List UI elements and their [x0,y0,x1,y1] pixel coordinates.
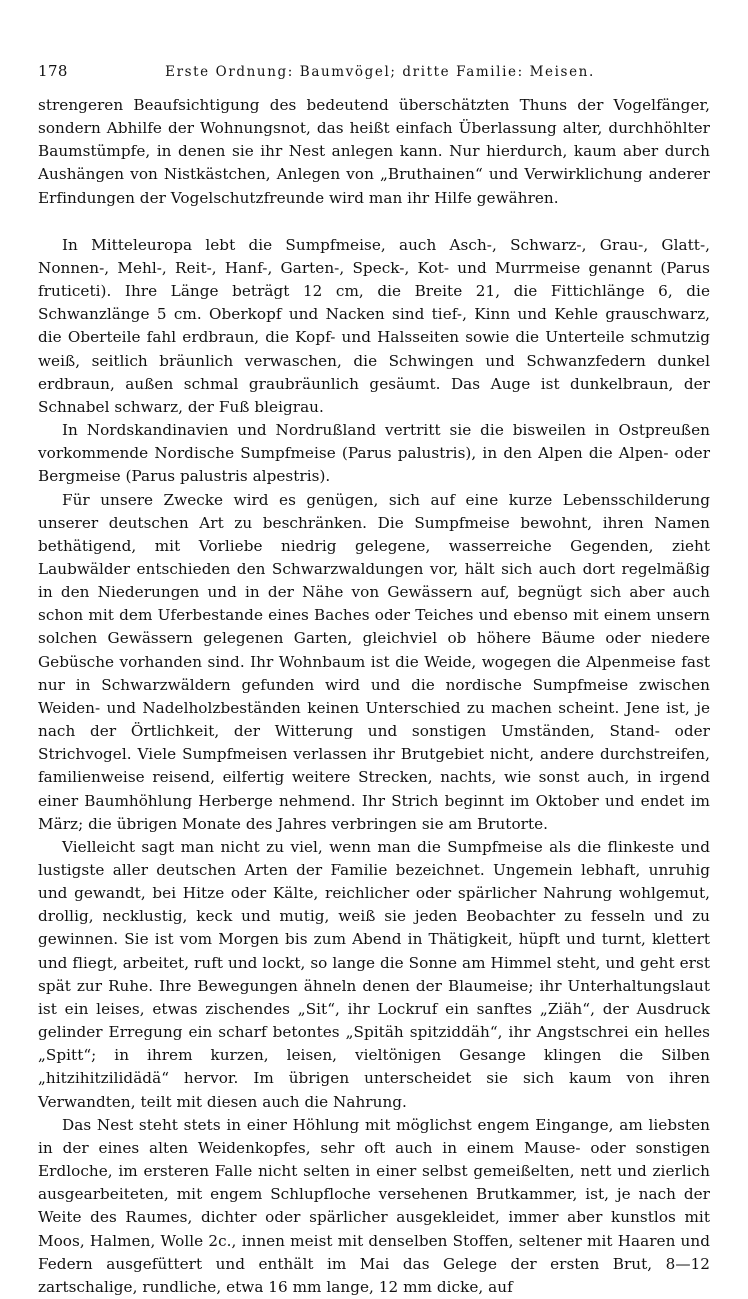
paragraph-sumpfmeise-description: In Mitteleuropa lebt die Sumpfmeise, auch Asch-, Schwarz-, Grau-, Glatt-, Nonnen-, Mehl-, Reit-, Hanf-, Garten-, Speck-, Kot- und Murrmeise genannt (Parus fruticeti). Ihre Länge beträgt 12 cm, die Breite 21, die Fittichlänge 6, die Schwanzlänge 5 cm. Oberkopf und Nacken sind tief-, Kinn und Kehle grauschwarz, die Oberteile fahl erdbraun, die Kopf- und Halsseiten sowie die Unterteile schmutzig weiß, seitlich bräunlich verwaschen, die Schwingen und Schwanzfedern dunkel erdbraun, außen schmal graubräunlich gesäumt. Das Auge ist dunkelbraun, der Schnabel schwarz, der Fuß bleigrau. [38,235,710,416]
paragraph-habitat: Für unsere Zwecke wird es genügen, sich auf eine kurze Lebensschilderung unserer deutschen Art zu beschränken. Die Sumpfmeise bewohnt, ihren Namen bethätigend, mit Vorliebe niedrig gelegene, wasserreiche Gegenden, zieht Laubwälder entschieden den Schwarzwaldungen vor, hält sich auch dort regelmäßig in den Niederungen und in der Nähe von Gewässern auf, begnügt sich aber auch schon mit dem Uferbestande eines Baches oder Teiches und ebenso mit einem unsern solchen Gewässern gelegenen Garten, gleichviel ob höhere Bäume oder niedere Gebüsche vorhanden sind. Ihr Wohnbaum ist die Weide, wogegen die Alpenmeise fast nur in Schwarzwäldern gefunden wird und die nordische Sumpfmeise zwischen Weiden- und Nadelholzbeständen keinen Unterschied zu machen scheint. Jene ist, je nach der Örtlichkeit, der Witterung und sonstigen Umständen, Stand- oder Strichvogel. Viele Sumpfmeisen verlassen ihr Brutgebiet nicht, andere durchstreifen, familienweise reisend, eilfertig weitere Strecken, nachts, wie sonst auch, in irgend einer Baumhöhlung Herberge nehmend. Ihr Strich beginnt im Oktober und endet im März; die übrigen Monate des Jahres verbringen sie am Brutorte. [38,490,710,833]
paragraph-nest: Das Nest steht stets in einer Höhlung mit möglichst engem Eingange, am liebsten in der eines alten Weidenkopfes, sehr oft auch in einem Mause- oder sonstigen Erdloche, im ersteren Falle nicht selten in einer selbst gemeißelten, nett und zierlich ausgearbeiteten, mit engem Schlupfloche versehenen Brutkammer, ist, je nach der Weite des Raumes, dichter oder spärlicher ausgekleidet, immer aber kunstlos mit Moos, Halmen, Wolle 2c., innen meist mit denselben Stoffen, seltener mit Haaren und Federn ausgefüttert und enthält im Mai das Gelege der ersten Brut, 8—12 zartschalige, rundliche, etwa 16 mm lange, 12 mm dicke, auf [38,1115,710,1296]
page-body [38,94,710,1299]
paragraph-behavior: Vielleicht sagt man nicht zu viel, wenn man die Sumpfmeise als die flinkeste und lustigste aller deutschen Arten der Familie bezeichnet. Ungemein lebhaft, unruhig und gewandt, bei Hitze oder Kälte, reichlicher oder spärlicher Nahrung wohlgemut, drollig, necklustig, keck und mutig, weiß sie jeden Beobachter zu fesseln und zu gewinnen. Sie ist vom Morgen bis zum Abend in Thätigkeit, hüpft und turnt, klettert und fliegt, arbeitet, ruft und lockt, so lange die Sonne am Himmel steht, und geht erst spät zur Ruhe. Ihre Bewegungen ähneln denen der Blaumeise; ihr Unterhaltungslaut ist ein leises, etwas zischendes „Sit“, ihr Lockruf ein sanftes „Ziäh“, der Ausdruck gelinder Erregung ein scharf betontes „Spitäh spitziddäh“, ihr Angstschrei ein helles „Spitt“; in ihrem kurzen, leisen, vieltönigen Gesange klingen die Silben „hitzihitzilidädä“ hervor. Im übrigen unterscheidet sie sich kaum von ihren Verwandten, teilt mit diesen auch die Nahrung. [38,837,710,1111]
paragraph-continued: strengeren Beaufsichtigung des bedeutend überschätzten Thuns der Vogelfänger, sondern Abhilfe der Wohnungsnot, das heißt einfach Überlassung alter, durchhöhlter Baumstümpfe, in denen sie ihr Nest anlegen kann. Nur hierdurch, kaum aber durch Aushängen von Nistkästchen, Anlegen von „Bruthainen“ und Verwirklichung anderer Erfindungen der Vogelschutzfreunde wird man ihr Hilfe gewähren. [38,96,710,207]
section-gap [38,210,710,234]
page-header [38,62,710,84]
book-page [38,62,710,1299]
page-number: 178 [38,62,68,80]
running-title: Erste Ordnung: Baumvögel; dritte Familie: Meisen. [165,64,595,80]
paragraph-subspecies: In Nordskandinavien und Nordrußland vertritt sie die bisweilen in Ostpreußen vorkommende Nordische Sumpfmeise (Parus palustris), in den Alpen die Alpen- oder Bergmeise (Parus palustris alpestris). [38,421,710,486]
